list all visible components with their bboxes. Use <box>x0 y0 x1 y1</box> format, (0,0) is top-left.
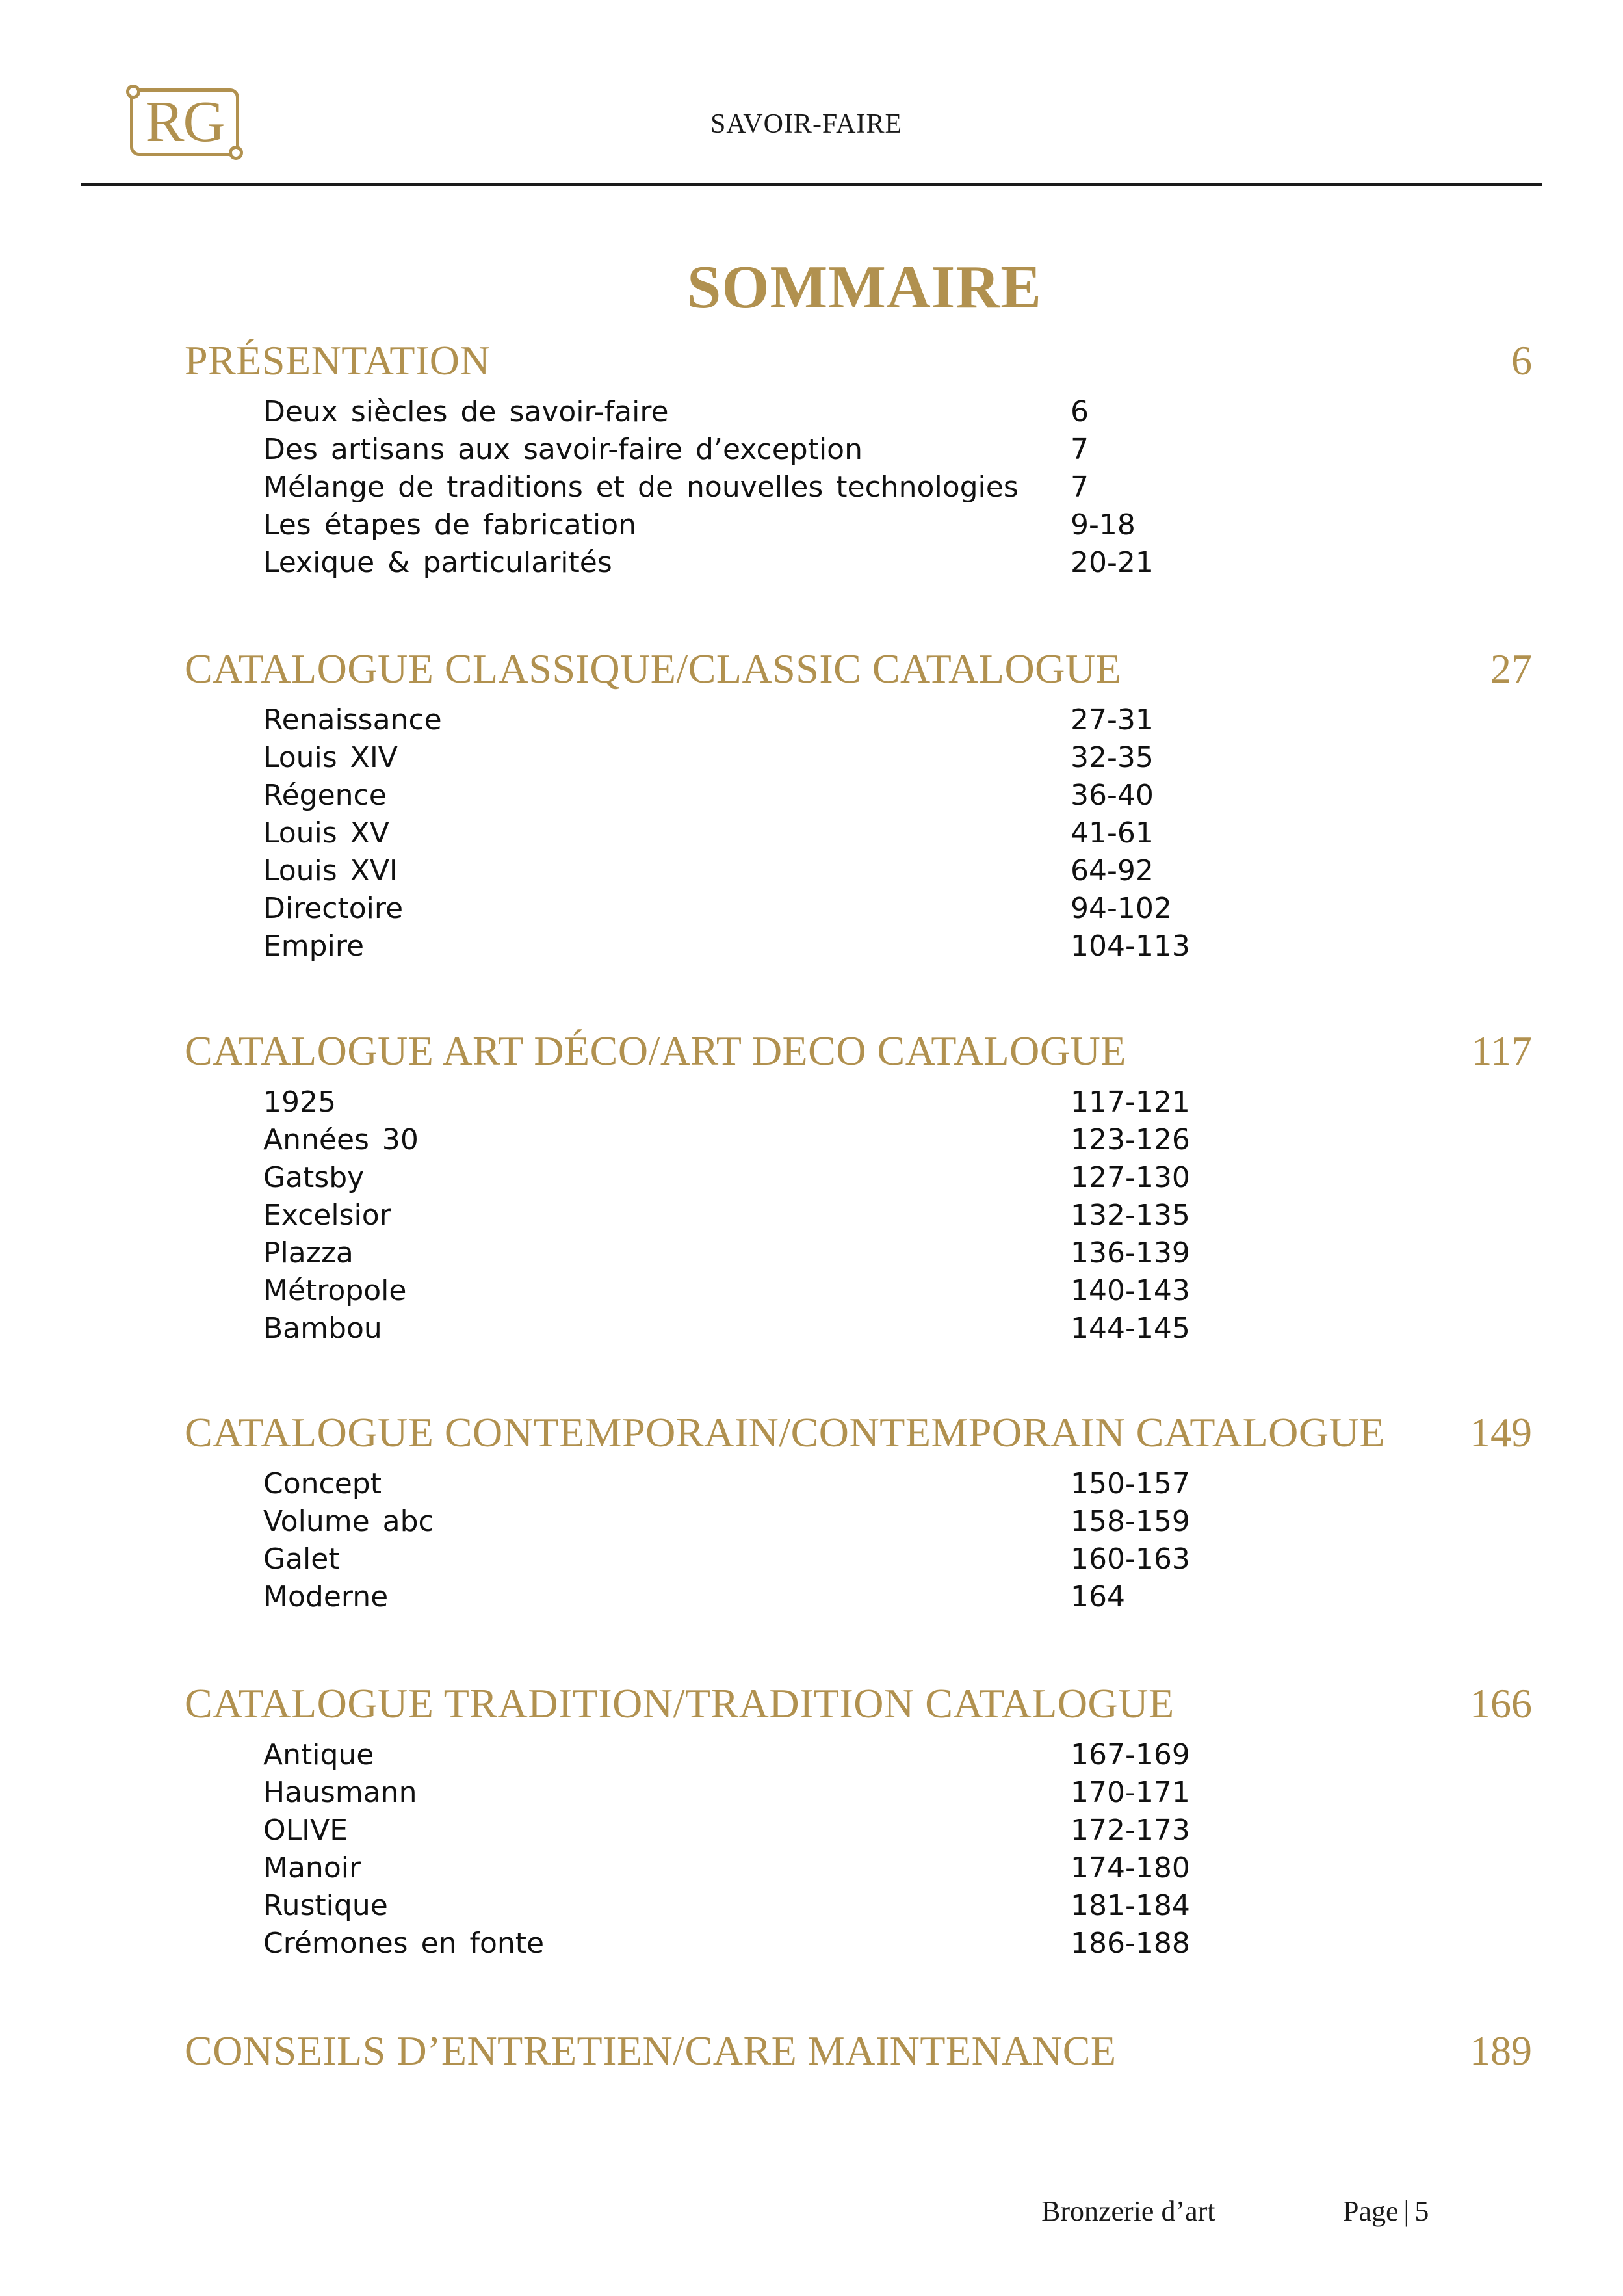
toc-entry-label: Années 30 <box>263 1123 419 1156</box>
toc-entry[interactable] <box>0 395 1623 433</box>
toc-entry-label: Manoir <box>263 1851 361 1885</box>
toc-entry[interactable] <box>0 892 1623 930</box>
toc-entry[interactable] <box>0 1312 1623 1350</box>
footer-separator: | <box>1403 2195 1410 2227</box>
toc-entry-page: 167-169 <box>1071 1738 1190 1771</box>
toc-entry[interactable] <box>0 1161 1623 1199</box>
toc-entry-label: Lexique & particularités <box>263 546 612 579</box>
toc-entry[interactable] <box>0 1199 1623 1236</box>
toc-entry[interactable] <box>0 1776 1623 1814</box>
toc-entry-page: 104-113 <box>1071 930 1190 963</box>
toc-entry-page: 160-163 <box>1071 1543 1190 1576</box>
toc-entry-page: 64-92 <box>1071 854 1154 887</box>
toc-entry[interactable] <box>0 1889 1623 1927</box>
toc-section-presentation <box>0 337 1623 584</box>
toc-entry-label: Antique <box>263 1738 374 1771</box>
footer-document-name: Bronzerie d’art <box>1041 2195 1215 2227</box>
toc-entry-label: Volume abc <box>263 1505 434 1538</box>
toc-entry[interactable] <box>0 1851 1623 1889</box>
toc-entry[interactable] <box>0 854 1623 892</box>
toc-entry[interactable] <box>0 779 1623 816</box>
toc-section-art-deco <box>0 1027 1623 1350</box>
toc-entry-label: Louis XVI <box>263 854 398 887</box>
toc-entry-label: Louis XIV <box>263 741 398 774</box>
toc-section-title[interactable]: CATALOGUE CONTEMPORAIN/CONTEMPORAIN CATALOGUE <box>185 1409 1385 1455</box>
toc-entry-page: 7 <box>1071 471 1089 504</box>
toc-entry-page: 6 <box>1071 395 1089 428</box>
toc-entry-page: 140-143 <box>1071 1274 1190 1307</box>
toc-entry-label: Métropole <box>263 1274 407 1307</box>
header-divider <box>81 183 1542 186</box>
toc-entry-page: 94-102 <box>1071 892 1172 925</box>
toc-entry-page: 158-159 <box>1071 1505 1190 1538</box>
toc-entry-page: 186-188 <box>1071 1927 1190 1960</box>
toc-entry-label: Rustique <box>263 1889 388 1922</box>
toc-entry[interactable] <box>0 1274 1623 1312</box>
toc-entry[interactable] <box>0 508 1623 546</box>
toc-entry[interactable] <box>0 1927 1623 1964</box>
footer-page-number <box>1343 2195 1429 2228</box>
toc-entry[interactable] <box>0 1543 1623 1580</box>
toc-entry-page: 123-126 <box>1071 1123 1190 1156</box>
toc-entry-page: 150-157 <box>1071 1467 1190 1500</box>
toc-entry-page: 27-31 <box>1071 703 1154 737</box>
toc-entry-label: Plazza <box>263 1236 354 1270</box>
toc-entry-list <box>0 1467 1623 1618</box>
page-title: SOMMAIRE <box>687 254 1042 321</box>
toc-entry-page: 174-180 <box>1071 1851 1190 1885</box>
toc-entry-label: Gatsby <box>263 1161 365 1194</box>
toc-entry-label: Empire <box>263 930 365 963</box>
toc-entry-label: 1925 <box>263 1086 336 1119</box>
toc-entry-label: Les étapes de fabrication <box>263 508 637 541</box>
toc-entry[interactable] <box>0 741 1623 779</box>
toc-section-page[interactable]: 166 <box>1470 1680 1532 1727</box>
toc-entry[interactable] <box>0 1738 1623 1776</box>
toc-entry-page: 181-184 <box>1071 1889 1190 1922</box>
toc-entry[interactable] <box>0 471 1623 508</box>
toc-entry-page: 7 <box>1071 433 1089 466</box>
toc-section-classique <box>0 645 1623 967</box>
toc-entry-page: 136-139 <box>1071 1236 1190 1270</box>
toc-entry[interactable] <box>0 1580 1623 1618</box>
toc-section-entretien <box>0 2027 1623 2085</box>
toc-entry-list <box>0 395 1623 584</box>
toc-entry[interactable] <box>0 1086 1623 1123</box>
toc-entry-label: Excelsior <box>263 1199 391 1232</box>
toc-entry-page: 170-171 <box>1071 1776 1190 1809</box>
toc-entry[interactable] <box>0 816 1623 854</box>
toc-entry-page: 9-18 <box>1071 508 1136 541</box>
toc-entry-page: 172-173 <box>1071 1814 1190 1847</box>
toc-section-page[interactable]: 117 <box>1471 1028 1532 1074</box>
toc-entry-label: Mélange de traditions et de nouvelles technologies <box>263 471 1019 504</box>
footer-page-value: 5 <box>1414 2195 1429 2227</box>
toc-entry-page: 117-121 <box>1071 1086 1190 1119</box>
toc-entry-label: Hausmann <box>263 1776 417 1809</box>
toc-entry-label: Crémones en fonte <box>263 1927 545 1960</box>
toc-entry-list <box>0 1086 1623 1350</box>
toc-entry[interactable] <box>0 433 1623 471</box>
toc-entry-label: Moderne <box>263 1580 389 1613</box>
toc-entry-page: 127-130 <box>1071 1161 1190 1194</box>
toc-entry-page: 20-21 <box>1071 546 1154 579</box>
toc-section-page[interactable]: 149 <box>1470 1409 1532 1455</box>
toc-entry-label: Renaissance <box>263 703 442 737</box>
toc-entry-label: Régence <box>263 779 387 812</box>
toc-entry[interactable] <box>0 1467 1623 1505</box>
toc-entry[interactable] <box>0 930 1623 967</box>
toc-section-title[interactable]: CATALOGUE CLASSIQUE/CLASSIC CATALOGUE <box>185 646 1122 692</box>
toc-section-title[interactable]: CONSEILS D’ENTRETIEN/CARE MAINTENANCE <box>185 2028 1117 2074</box>
toc-entry-label: Galet <box>263 1543 340 1576</box>
toc-entry-list <box>0 1738 1623 1964</box>
toc-entry-label: OLIVE <box>263 1814 348 1847</box>
toc-entry-page: 32-35 <box>1071 741 1154 774</box>
toc-section-title[interactable]: CATALOGUE TRADITION/TRADITION CATALOGUE <box>185 1680 1175 1727</box>
toc-entry-label: Louis XV <box>263 816 389 850</box>
toc-section-title[interactable]: PRÉSENTATION <box>185 337 491 384</box>
footer-page-label: Page <box>1343 2195 1399 2227</box>
toc-entry-page: 164 <box>1071 1580 1125 1613</box>
toc-section-tradition <box>0 1680 1623 1964</box>
toc-section-page[interactable]: 6 <box>1511 337 1532 384</box>
toc-entry-label: Bambou <box>263 1312 382 1345</box>
toc-entry-label: Deux siècles de savoir-faire <box>263 395 669 428</box>
toc-entry[interactable] <box>0 1814 1623 1851</box>
toc-entry-list <box>0 703 1623 967</box>
toc-entry-page: 144-145 <box>1071 1312 1190 1345</box>
toc-entry-label: Des artisans aux savoir-faire d’exception <box>263 433 863 466</box>
toc-entry[interactable] <box>0 1505 1623 1543</box>
toc-section-page[interactable]: 27 <box>1490 646 1532 692</box>
toc-entry[interactable] <box>0 546 1623 584</box>
toc-entry[interactable] <box>0 1123 1623 1161</box>
toc-entry-label: Directoire <box>263 892 404 925</box>
toc-entry-page: 36-40 <box>1071 779 1154 812</box>
brand-logo: RG <box>130 88 239 156</box>
toc-section-page[interactable]: 189 <box>1470 2028 1532 2074</box>
toc-entry-page: 132-135 <box>1071 1199 1190 1232</box>
toc-section-contemporain <box>0 1409 1623 1618</box>
header-title: SAVOIR-FAIRE <box>710 109 903 139</box>
toc-entry[interactable] <box>0 1236 1623 1274</box>
toc-entry-page: 41-61 <box>1071 816 1154 850</box>
toc-section-title[interactable]: CATALOGUE ART DÉCO/ART DECO CATALOGUE <box>185 1028 1126 1074</box>
toc-entry[interactable] <box>0 703 1623 741</box>
toc-entry-label: Concept <box>263 1467 382 1500</box>
